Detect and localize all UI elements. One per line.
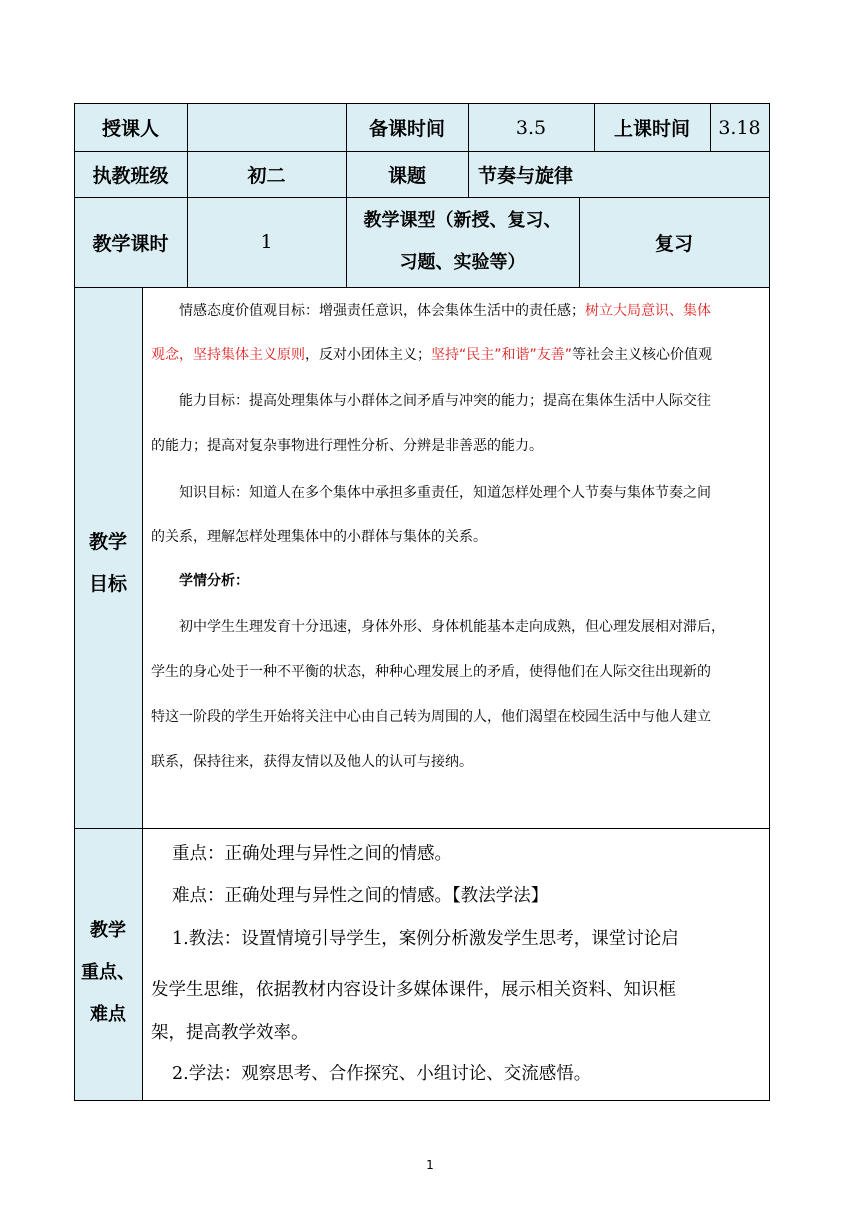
grid-line (74, 828, 770, 829)
teacher-value (187, 104, 346, 151)
lesson-type-label-line2: 习题、实验等） (399, 252, 526, 273)
keypoints-label-line1: 教学 (90, 920, 126, 941)
hours-value: 1 (260, 231, 273, 253)
emotion-goal-text: 情感态度价值观目标：增强责任意识，体会集体生活中的责任感； (179, 303, 585, 319)
class-time-label: 上课时间 (613, 118, 690, 140)
keypoint-line4: 发学生思维，依据教材内容设计多媒体课件，展示相关资料、知识框 (151, 980, 676, 1000)
class-label: 执教班级 (92, 164, 169, 187)
analysis-line4: 联系，保持往来，获得友情以及他人的认可与接纳。 (151, 754, 473, 770)
keypoint-line5: 架，提高教学效率。 (151, 1023, 309, 1043)
emotion-goal-line1 (179, 302, 764, 320)
objectives-label (74, 287, 142, 828)
knowledge-goal-line1: 知识目标：知道人在多个集体中承担多重责任，知道怎样处理个人节奏与集体节奏之间 (179, 485, 711, 501)
teacher-label: 授课人 (101, 118, 159, 140)
emotion-goal-text: 等社会主义核心价值观 (572, 347, 713, 363)
grid-line (769, 103, 770, 1101)
grid-line (468, 151, 469, 197)
emotion-goal-highlight: 坚持“民主”和谐”友善” (431, 347, 573, 363)
page-number: 1 (426, 1158, 434, 1172)
analysis-title: 学情分析： (179, 573, 249, 589)
analysis-line2: 学生的身心处于一种不平衡的状态，种种心理发展上的矛盾，使得他们在人际交往出现新的 (151, 664, 711, 680)
keypoints-label-line2: 重点、 (81, 962, 135, 983)
objectives-label-line2: 目标 (88, 572, 127, 595)
analysis-line1: 初中学生生理发育十分迅速，身体外形、身体机能基本走向成熟，但心理发展相对滞后， (179, 619, 725, 635)
keypoint-line2: 难点：正确处理与异性之间的情感。【教法学法】 (172, 886, 549, 906)
objectives-label-line1: 教学 (88, 530, 127, 553)
prep-time-value: 3.5 (515, 116, 547, 139)
keypoint-line6: 2.学法：观察思考、合作探究、小组讨论、交流感悟。 (172, 1064, 592, 1084)
ability-goal-line2: 的能力；提高对复杂事物进行理性分析、分辨是非善恶的能力。 (151, 438, 543, 454)
keypoint-line3: 1.教法：设置情境引导学生，案例分析激发学生思考，课堂讨论启 (172, 929, 679, 949)
class-time-value: 3.18 (718, 116, 761, 139)
lesson-type-value: 复习 (654, 232, 693, 255)
ability-goal-line1: 能力目标：提高处理集体与小群体之间矛盾与冲突的能力；提高在集体生活中人际交往 (179, 393, 711, 409)
keypoints-label (74, 828, 142, 1100)
analysis-line3: 特这一阶段的学生开始将关注中心由自己转为周围的人，他们渴望在校园生活中与他人建立 (151, 709, 711, 725)
lesson-type-label-line1: 教学课型（新授、复习、 (363, 210, 562, 231)
topic-value: 节奏与旋律 (478, 164, 574, 187)
keypoint-line1: 重点：正确处理与异性之间的情感。 (172, 844, 452, 864)
lesson-type-label (346, 197, 579, 287)
emotion-goal-highlight: 树立大局意识、集体 (585, 303, 711, 319)
topic-label: 课题 (387, 164, 426, 187)
emotion-goal-highlight: 观念，坚持集体主义原则 (151, 347, 305, 363)
class-value: 初二 (247, 164, 286, 187)
emotion-goal-text: ，反对小团体主义； (305, 347, 431, 363)
knowledge-goal-line2: 的关系，理解怎样处理集体中的小群体与集体的关系。 (151, 529, 487, 545)
grid-line (74, 1100, 770, 1101)
hours-label: 教学课时 (92, 232, 169, 255)
emotion-goal-line2 (151, 346, 761, 364)
keypoints-label-line3: 难点 (90, 1004, 126, 1025)
grid-line (74, 287, 770, 288)
grid-line (142, 287, 143, 1101)
prep-time-label: 备课时间 (368, 118, 445, 140)
